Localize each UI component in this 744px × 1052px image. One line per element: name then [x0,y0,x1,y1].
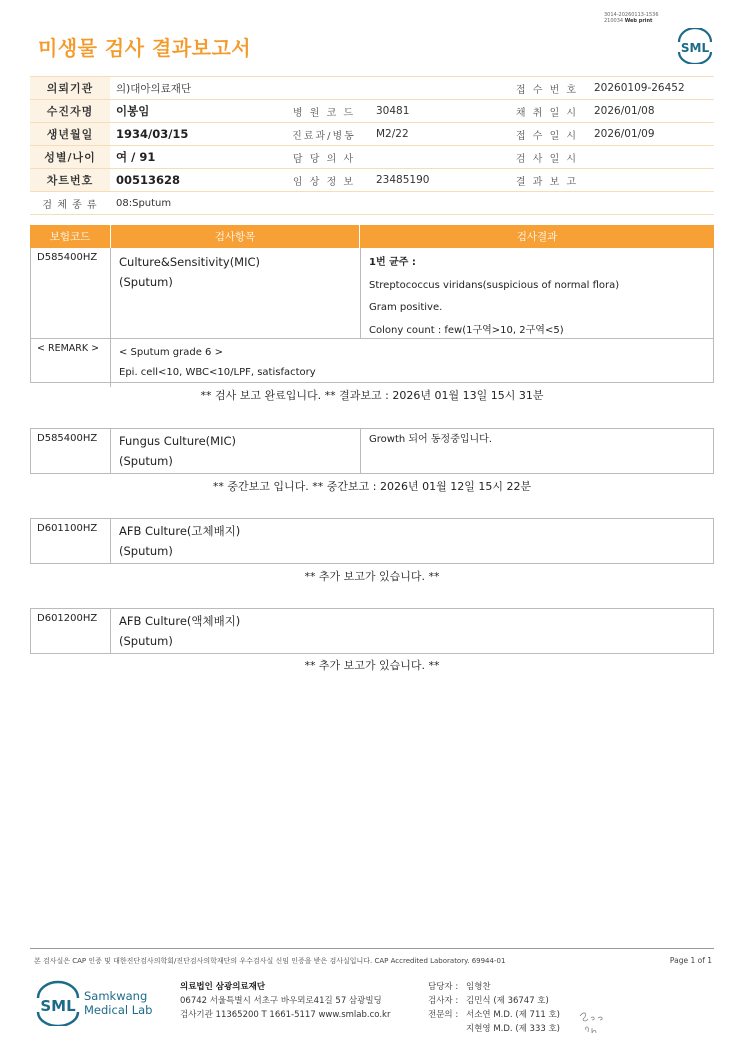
test-result [360,429,713,473]
remark-line: < Sputum grade 6 > [119,347,223,358]
info-value: 2026/01/08 [588,100,714,123]
info-row [30,100,714,123]
info-label: 생년월일 [30,123,110,146]
footer-divider [30,948,714,949]
staff-row [428,980,560,994]
info-label: 임 상 정 보 [278,169,370,192]
info-row [30,192,714,215]
report-title: 미생물 검사 결과보고서 [38,36,252,60]
test-code: D585400HZ [31,429,111,473]
info-row [30,77,714,100]
test-item [111,609,360,653]
test-code: D601200HZ [31,609,111,653]
staff-name: 임형찬 [466,982,491,992]
info-value: 2026/01/09 [588,123,714,146]
info-value: 1934/03/15 [110,123,278,146]
test-item [111,429,360,473]
test-row [31,519,713,563]
test-block [30,518,714,564]
test-name: AFB Culture(액체배지) [119,614,241,628]
info-label: 접 수 번 호 [506,77,588,100]
info-label: 진료과/병동 [278,123,370,146]
test-code: D585400HZ [31,248,111,338]
staff-row [428,1022,560,1036]
logo-line1: Samkwang [84,989,148,1003]
results-table-header [30,225,714,248]
test-name: Fungus Culture(MIC) [119,434,236,448]
test-row [31,429,713,473]
result-line: Streptococcus viridans(suspicious of normal flora) [369,279,620,291]
samkwang-logo [36,980,166,1026]
org-name: 의료법인 삼광의료재단 [180,982,266,992]
test-block [30,428,714,474]
info-value: 의)대아의료재단 [110,77,506,100]
signature-icon [576,1008,616,1036]
test-item [111,248,360,338]
result-line: Gram positive. [369,302,443,313]
info-label: 성별/나이 [30,146,110,169]
header-item: 검사항목 [111,225,360,248]
staff-name: 김민식 (제 36747 호) [466,996,549,1006]
info-label: 결 과 보 고 [506,169,588,192]
test-specimen: (Sputum) [119,275,173,289]
test-specimen: (Sputum) [119,634,173,648]
test-code: D601100HZ [31,519,111,563]
staff-role: 전문의 : [428,1010,459,1020]
info-value: 00513628 [110,169,278,192]
header-code: 보험코드 [30,225,111,248]
remark-text [111,339,324,387]
report-status-note: ** 검사 보고 완료입니다. ** 결과보고 : 2026년 01월 13일 15시 31분 [200,389,544,402]
remark-label: < REMARK > [31,339,111,387]
patient-info-table [30,76,714,215]
logo-mark-text: SML [40,997,76,1015]
test-row [31,609,713,653]
info-value: 여 / 91 [110,146,278,169]
staff-name: 지현영 M.D. (제 333 호) [466,1024,561,1034]
remark-line: Epi. cell<10, WBC<10/LPF, satisfactory [119,367,316,378]
report-id-line1: 3014-20260113-1536 [604,12,659,18]
info-row [30,169,714,192]
test-row [31,248,713,339]
report-id-line2: 210034 [604,18,624,24]
info-label: 접 수 일 시 [506,123,588,146]
info-value [588,146,714,169]
info-label: 수진자명 [30,100,110,123]
org-contact: 검사기관 11365200 T 1661-5117 www.smlab.co.kr [180,1010,391,1020]
test-block [30,248,714,383]
info-label: 채 취 일 시 [506,100,588,123]
staff-role: 검사자 : [428,996,459,1006]
info-label: 검 사 일 시 [506,146,588,169]
sml-logo-icon [675,28,715,64]
test-specimen: (Sputum) [119,544,173,558]
result-line: 1번 균주 : [369,257,416,268]
info-label: 검 체 종 류 [30,192,110,215]
remark-row [31,339,713,387]
test-result [360,248,713,338]
organization-address [180,980,390,1022]
test-item [111,519,360,563]
info-value: 08:Sputum [110,192,714,215]
info-value: 이봉임 [110,100,278,123]
info-value: 30481 [370,100,506,123]
header-result: 검사결과 [516,231,558,243]
staff-role: 담당자 : [428,982,459,992]
info-label: 담 당 의 사 [278,146,370,169]
info-row [30,123,714,146]
info-value: M2/22 [370,123,506,146]
sml-logo-text: SML [680,41,710,55]
info-label: 차트번호 [30,169,110,192]
staff-role [428,1022,466,1036]
test-block [30,608,714,654]
result-line: Growth 되어 동정중입니다. [369,434,493,445]
test-name: AFB Culture(고체배지) [119,524,241,538]
test-name: Culture&Sensitivity(MIC) [119,255,261,269]
staff-row [428,1008,560,1022]
info-label: 의뢰기관 [30,77,110,100]
report-status-note: ** 추가 보고가 있습니다. ** [304,659,440,672]
result-line: Colony count : few(1구역>10, 2구역<5) [369,324,564,336]
report-id [604,12,659,24]
info-value: 20260109-26452 [588,77,714,100]
info-label: 병 원 코 드 [278,100,370,123]
info-row [30,146,714,169]
certification-note: 본 검사실은 CAP 인증 및 대한진단검사의학회/진단검사의학재단의 우수검사실 신임 인증을 받은 검사실입니다. CAP Accredited Laboratory. 69944-01 [34,957,506,965]
report-status-note: ** 중간보고 입니다. ** 중간보고 : 2026년 01월 12일 15시 22분 [212,480,532,493]
logo-line2: Medical Lab [84,1003,153,1017]
info-value [370,146,506,169]
staff-name: 서소연 M.D. (제 711 호) [466,1010,561,1020]
report-status-note: ** 추가 보고가 있습니다. ** [304,570,440,583]
org-address: 06742 서울특별시 서초구 바우뫼로41길 57 삼광빌딩 [180,996,382,1006]
page-number: Page 1 of 1 [669,956,712,965]
web-print-label: Web print [624,18,653,24]
staff-list [428,980,560,1036]
staff-row [428,994,560,1008]
info-value: 23485190 [370,169,506,192]
samkwang-logo-icon [36,980,166,1026]
info-value [588,169,714,192]
test-specimen: (Sputum) [119,454,173,468]
